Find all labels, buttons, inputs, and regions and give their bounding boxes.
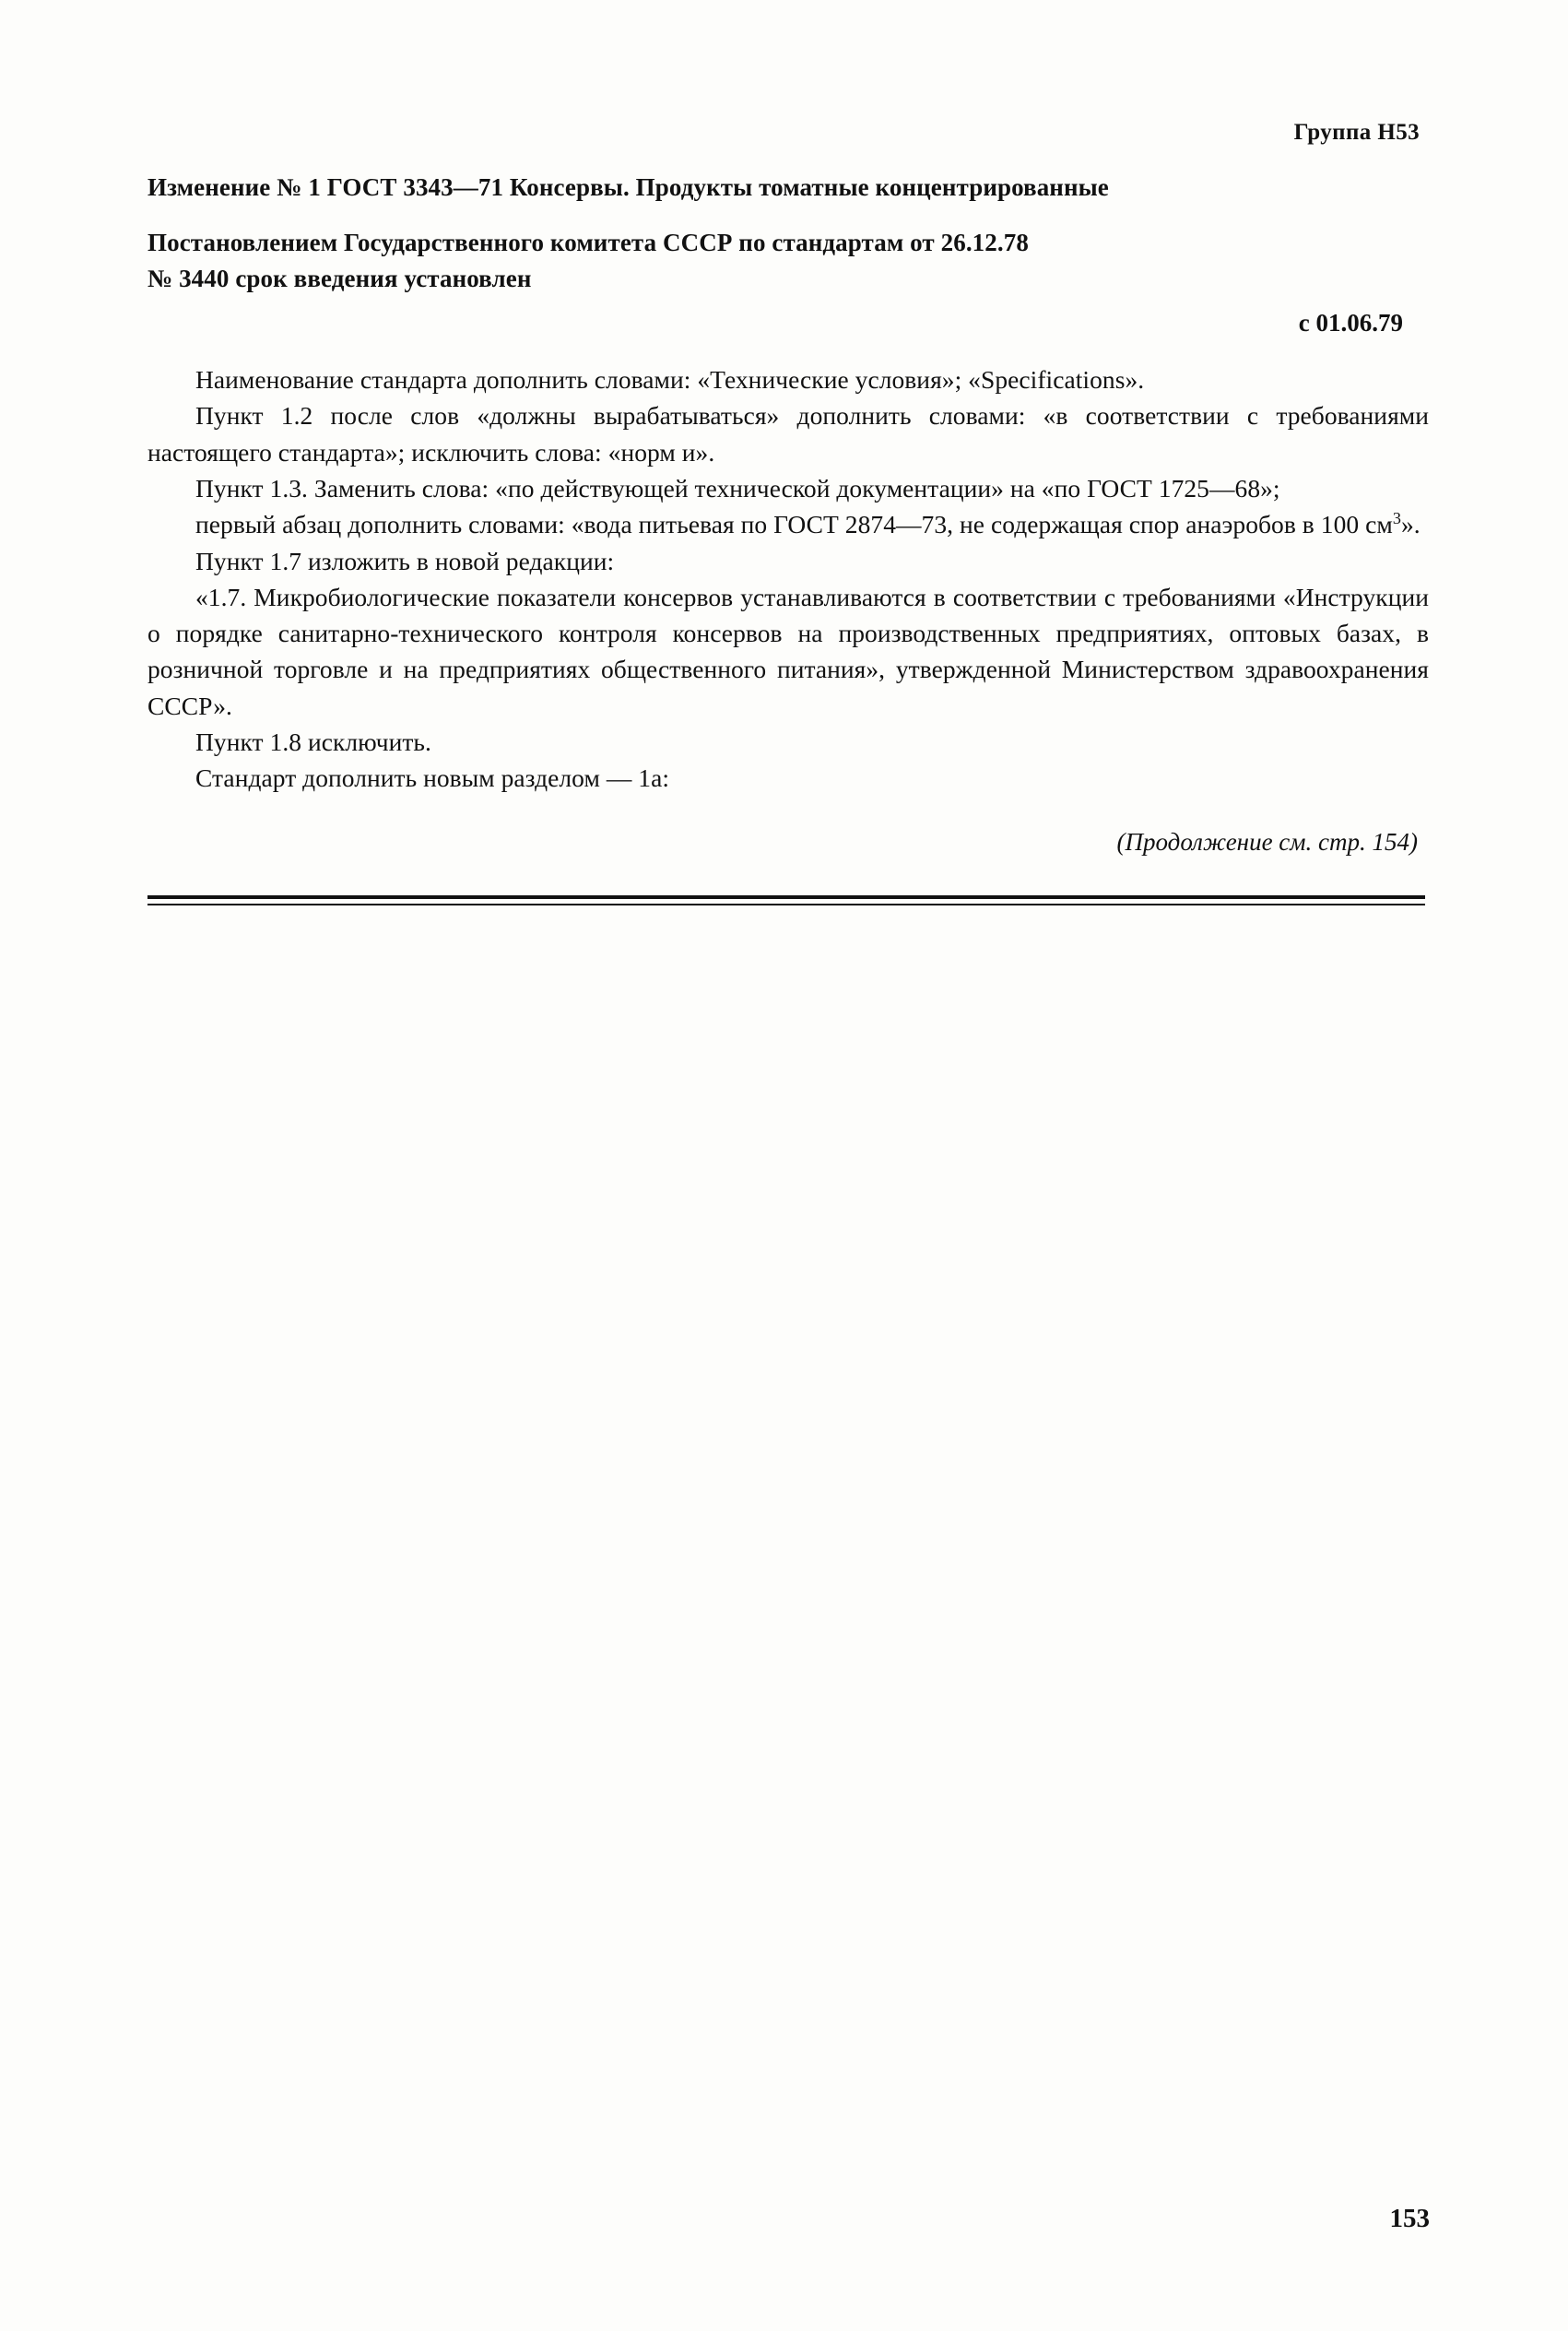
- paragraph-8: Стандарт дополнить новым разделом — 1а:: [195, 763, 670, 793]
- paragraph-1: Наименование стандарта дополнить словами: «Технические условия»; «Specifications».: [195, 364, 1145, 394]
- separator-rules: [147, 895, 1429, 905]
- decree-block: [147, 225, 1429, 296]
- paragraph-3: Пункт 1.3. Заменить слова: «по действующей технической документации» на «по ГОСТ 1725—68»;: [195, 473, 1280, 503]
- body-text: [147, 361, 1429, 797]
- change-heading: Изменение № 1 ГОСТ 3343—71 Консервы. Продукты томатные концентрированные: [147, 173, 1109, 201]
- group-label: Группа Н53: [1293, 120, 1420, 145]
- paragraph-6: «1.7. Микробиологические показатели консервов устанавливаются в соответствии с требованиями «Инструкции о порядке санитарно-технического контроля консервов на производственных предприятиях, оптовых базах, в розничной торговле и на предприятиях общественного питания», утвержденной Министерством здравоохранения СССР».: [147, 582, 1429, 720]
- paragraph-5: Пункт 1.7 изложить в новой редакции:: [195, 546, 615, 575]
- rule-thin: [147, 904, 1425, 905]
- effective-date: с 01.06.79: [1298, 308, 1403, 337]
- paragraph-4: первый абзац дополнить словами: «вода питьевая по ГОСТ 2874—73, не содержащая спор анаэробов в 100 $см^3$».: [195, 509, 1421, 539]
- decree-line-2: № 3440 срок введения установлен: [147, 264, 532, 292]
- continuation-note: (Продолжение см. стр. 154): [1116, 827, 1418, 856]
- paragraph-2: Пункт 1.2 после слов «должны вырабатываться» дополнить словами: «в соответствии с требованиями настоящего стандарта»; исключить слова: «норм и».: [147, 401, 1429, 467]
- rule-thick: [147, 895, 1425, 899]
- decree-line-1: Постановлением Государственного комитета СССР по стандартам от 26.12.78: [147, 229, 1029, 257]
- document-content: [147, 120, 1429, 905]
- page-number: 153: [1389, 2204, 1430, 2233]
- paragraph-7: Пункт 1.8 исключить.: [195, 728, 431, 757]
